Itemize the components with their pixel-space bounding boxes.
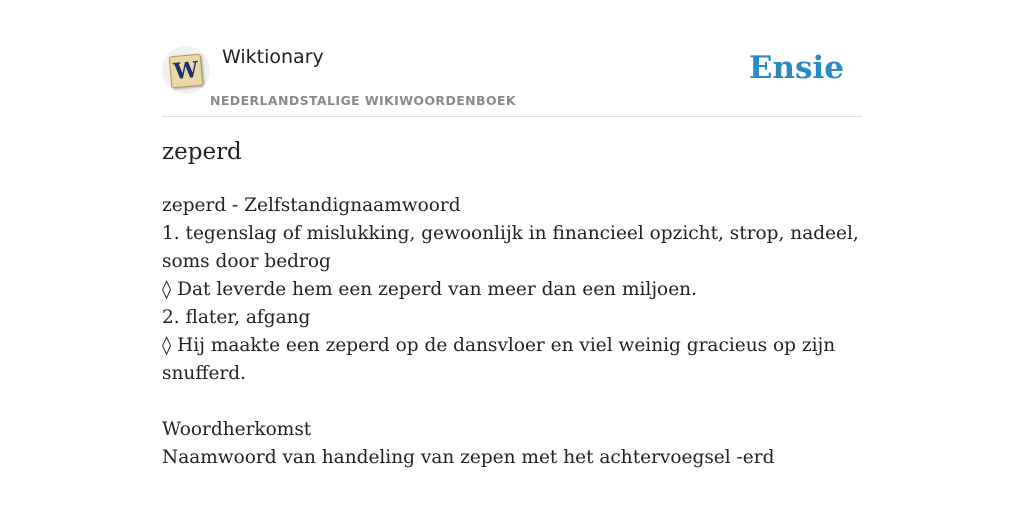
definition-2: 2. flater, afgang	[162, 307, 311, 328]
section-spacer	[162, 388, 862, 416]
etymology-text: Naamwoord van handeling van zepen met het achtervoegsel -erd	[162, 447, 775, 468]
example-2	[162, 332, 862, 388]
entry-content	[162, 192, 862, 472]
wiktionary-logo-icon[interactable]	[162, 46, 210, 94]
example-1-text: Dat leverde hem een zeperd van meer dan een miljoen.	[177, 279, 697, 300]
example-2-text: Hij maakte een zeperd op de dansvloer en viel weinig gracieus op zijn snufferd.	[162, 335, 836, 384]
etymology-heading: Woordherkomst	[162, 419, 312, 440]
example-marker: ◊	[162, 279, 172, 300]
site-name[interactable]: Wiktionary	[222, 46, 324, 68]
ensie-brand-logo[interactable]: Ensie	[748, 50, 844, 86]
entry-heading: zeperd - Zelfstandignaamwoord	[162, 195, 461, 216]
example-1	[162, 276, 862, 304]
site-header	[162, 40, 862, 117]
example-marker: ◊	[162, 335, 172, 356]
page-title: zeperd	[162, 139, 242, 165]
logo-tile: W	[169, 54, 204, 89]
definition-1: 1. tegenslag of mislukking, gewoonlijk in financieel opzicht, strop, nadeel, soms door bedrog	[162, 223, 859, 272]
site-subtitle: NEDERLANDSTALIGE WIKIWOORDENBOEK	[210, 93, 517, 108]
